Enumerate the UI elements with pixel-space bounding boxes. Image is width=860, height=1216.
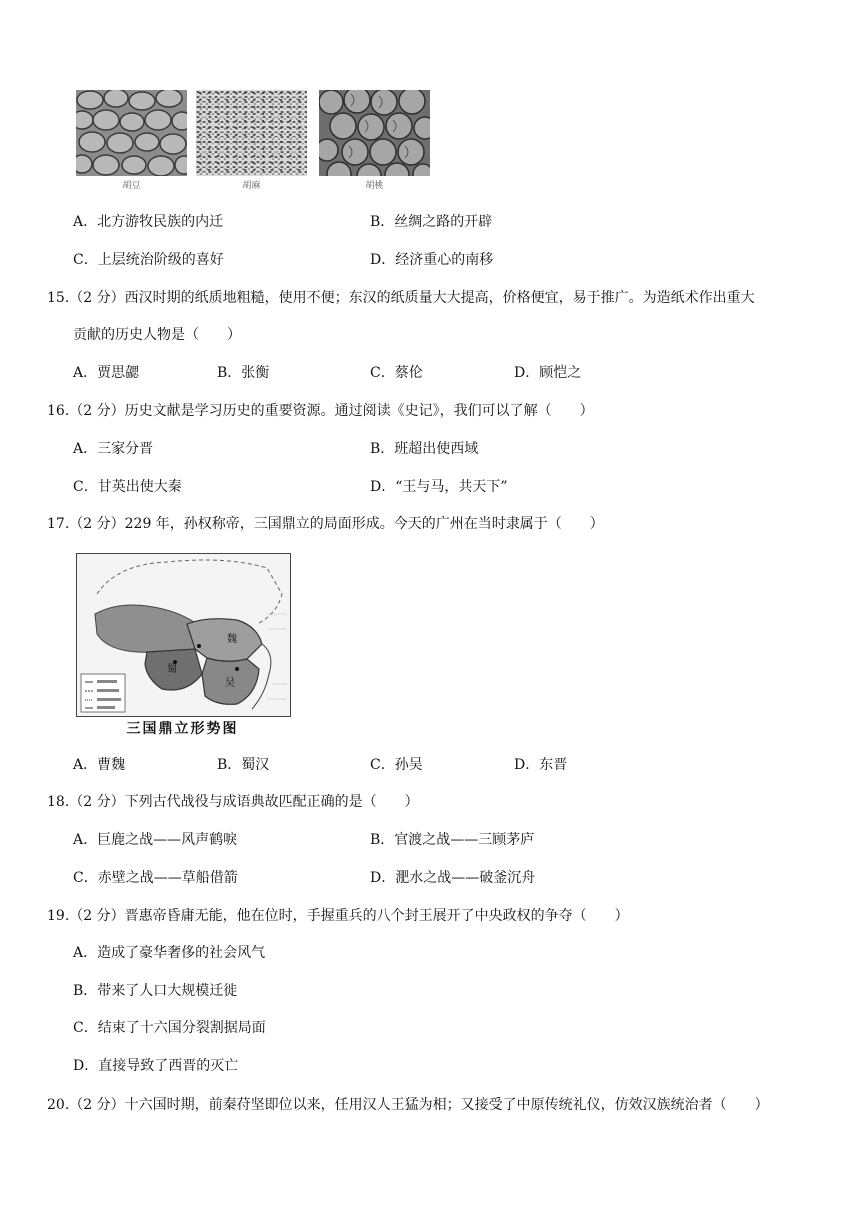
photo-huma <box>196 90 307 176</box>
photo-caption: 胡麻 <box>242 181 261 191</box>
option-a[interactable]: A．造成了豪华奢侈的社会风气 <box>73 945 266 961</box>
map-label-shu: 蜀 <box>167 664 177 675</box>
option-d[interactable]: D．顾恺之 <box>514 365 582 381</box>
question-17-stem: 17.（2 分）229 年，孙权称帝，三国鼎立的局面形成。今天的广州在当时隶属于（ ） <box>47 516 604 532</box>
question-19-stem: 19.（2 分）晋惠帝昏庸无能，他在位时，手握重兵的八个封王展开了中央政权的争夺（ ） <box>47 908 629 924</box>
option-d[interactable]: D．“王与马，共天下” <box>370 479 508 495</box>
option-b[interactable]: B．官渡之战——三顾茅庐 <box>370 832 535 848</box>
question-18-stem: 18.（2 分）下列古代战役与成语典故匹配正确的是（ ） <box>47 794 419 810</box>
option-b[interactable]: B．丝绸之路的开辟 <box>370 214 493 230</box>
option-a[interactable]: A．巨鹿之战——风声鹤唳 <box>73 832 238 848</box>
photo-hudou <box>76 90 187 176</box>
option-c[interactable]: C．甘英出使大秦 <box>73 479 182 495</box>
option-c[interactable]: C．上层统治阶级的喜好 <box>73 252 224 268</box>
question-16-stem: 16.（2 分）历史文献是学习历史的重要资源。通过阅读《史记》，我们可以了解（ ） <box>47 403 594 419</box>
option-c[interactable]: C．孙吴 <box>370 757 423 773</box>
option-a[interactable]: A．三家分晋 <box>73 441 154 457</box>
map-label-wei: 魏 <box>227 634 237 645</box>
question-15-stem: 15.（2 分）西汉时期的纸质地粗糙，使用不便；东汉的纸质量大大提高，价格便宜，易于推广。为造纸术作出重大 <box>47 290 755 306</box>
option-c[interactable]: C．赤壁之战——草船借箭 <box>73 870 238 886</box>
photo-caption: 胡豆 <box>122 181 141 191</box>
option-a[interactable]: A．北方游牧民族的内迁 <box>73 214 224 230</box>
option-b[interactable]: B．蜀汉 <box>217 757 270 773</box>
option-d[interactable]: D．东晋 <box>514 757 568 773</box>
option-a[interactable]: A．曹魏 <box>73 757 126 773</box>
option-c[interactable]: C．蔡伦 <box>370 365 423 381</box>
map-label-wu: 吴 <box>225 678 235 689</box>
question-20-stem: 20.（2 分）十六国时期，前秦苻坚即位以来，任用汉人王猛为相；又接受了中原传统礼仪，仿效汉族统治者（ ） <box>47 1097 769 1113</box>
option-b[interactable]: B．班超出使西域 <box>370 441 479 457</box>
option-d[interactable]: D．直接导致了西晋的灭亡 <box>73 1058 239 1074</box>
option-b[interactable]: B．带来了人口大规模迁徙 <box>73 983 238 999</box>
option-d[interactable]: D．淝水之战——破釜沉舟 <box>370 870 536 886</box>
option-c[interactable]: C．结束了十六国分裂割据局面 <box>73 1020 266 1036</box>
three-kingdoms-map <box>76 553 291 717</box>
option-a[interactable]: A．贾思勰 <box>73 365 140 381</box>
photo-caption: 胡桃 <box>365 181 384 191</box>
option-b[interactable]: B．张衡 <box>217 365 270 381</box>
question-15-stem-cont: 贡献的历史人物是（ ） <box>73 327 241 343</box>
photo-hutao <box>319 90 430 176</box>
map-title: 三国鼎立形势图 <box>126 721 239 737</box>
option-d[interactable]: D．经济重心的南移 <box>370 252 494 268</box>
